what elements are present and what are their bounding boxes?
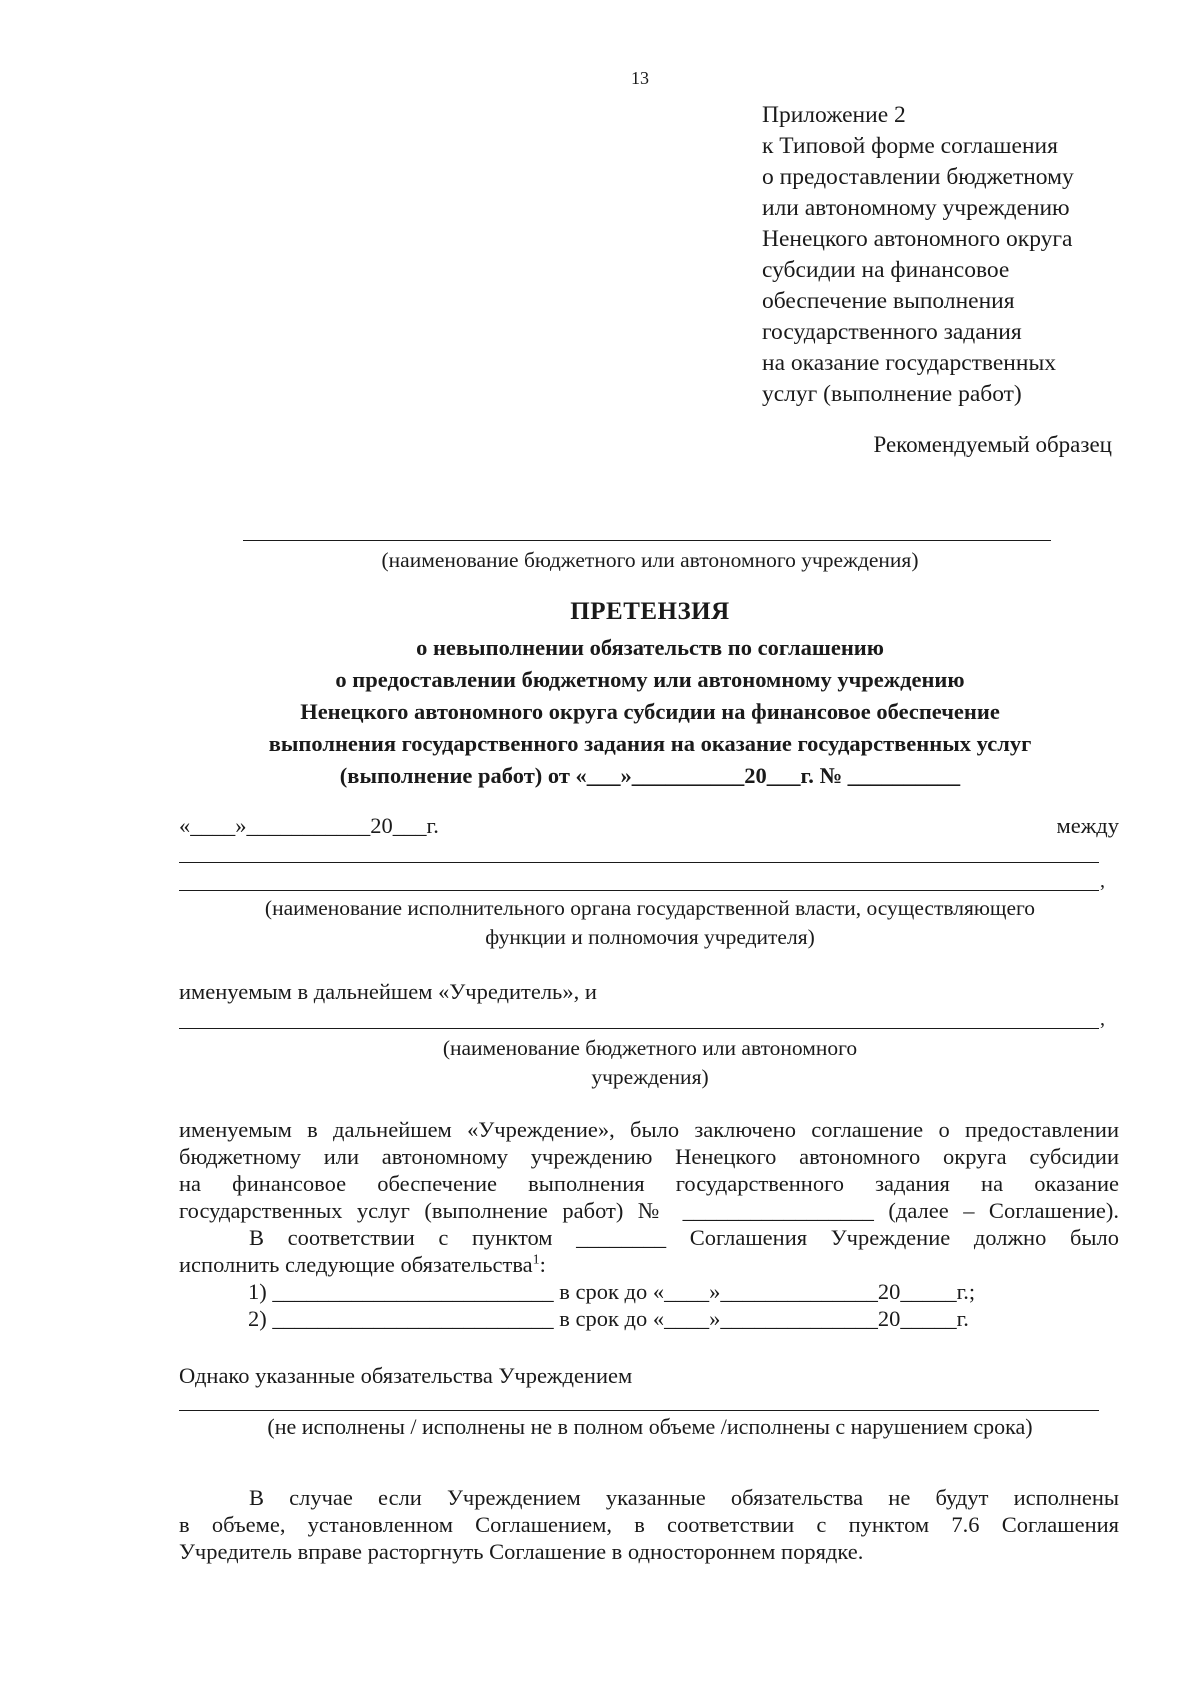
paragraph-line: на финансовое обеспечение выполнения государственного задания на оказание bbox=[179, 1171, 1119, 1196]
final-paragraph bbox=[179, 1484, 1119, 1565]
document-title: ПРЕТЕНЗИЯ bbox=[570, 598, 730, 625]
annex-line: услуг (выполнение работ) bbox=[762, 381, 1022, 407]
annex-line: обеспечение выполнения bbox=[762, 288, 1015, 314]
founder-name-blank-1 bbox=[179, 862, 1099, 863]
colon: : bbox=[539, 1252, 546, 1277]
recommended-sample-label: Рекомендуемый образец bbox=[873, 432, 1112, 457]
paragraph-line: В случае если Учреждением указанные обязательства не будут исполнены bbox=[249, 1485, 1119, 1510]
comma-mark: , bbox=[1100, 870, 1105, 892]
institution-name-blank bbox=[243, 540, 1051, 541]
subtitle-line: Ненецкого автономного округа субсидии на финансовое обеспечение bbox=[300, 699, 1000, 724]
obligation-blank: _________________________ bbox=[272, 1279, 554, 1304]
annex-line: о предоставлении бюджетному bbox=[762, 164, 1074, 190]
agreement-paragraph bbox=[179, 1116, 1119, 1278]
obligation-number: 2) bbox=[248, 1306, 267, 1331]
annex-header bbox=[762, 100, 1074, 410]
paragraph-line: Учредитель вправе расторгнуть Соглашение в одностороннем порядке. bbox=[179, 1539, 864, 1564]
obligation-blank: _________________________ bbox=[272, 1306, 554, 1331]
annex-line: субсидии на финансовое bbox=[762, 257, 1010, 283]
footnote-mark: 1 bbox=[532, 1252, 540, 1268]
date-line bbox=[179, 812, 1119, 839]
obligation-item bbox=[248, 1278, 1068, 1305]
paragraph-line: государственных услуг (выполнение работ) № _________________ (далее – Соглашение). bbox=[179, 1198, 1119, 1223]
paragraph-line: именуемым в дальнейшем «Учреждение», было заключено соглашение о предоставлении bbox=[179, 1117, 1119, 1142]
institution-caption-2 bbox=[150, 1034, 1150, 1092]
annex-line: Ненецкого автономного округа bbox=[762, 226, 1073, 252]
obligation-deadline: в срок до «____»______________20_____г.; bbox=[559, 1279, 976, 1304]
comma-mark: , bbox=[1100, 1008, 1105, 1030]
agreement-date: «____»___________20___г. bbox=[179, 813, 439, 838]
between-label: между bbox=[1056, 813, 1119, 838]
founder-name-blank-2 bbox=[179, 890, 1099, 891]
caption-line: (наименование исполнительного органа государственной власти, осуществляющего bbox=[264, 896, 1036, 920]
annex-line: или автономному учреждению bbox=[762, 195, 1070, 221]
founder-named-text: именуемым в дальнейшем «Учредитель», и bbox=[179, 979, 597, 1004]
obligation-number: 1) bbox=[248, 1279, 267, 1304]
status-caption: (не исполнены / исполнены не в полном объеме /исполнены с нарушением срока) bbox=[267, 1414, 1033, 1439]
paragraph-line: в объеме, установленном Соглашением, в соответствии с пунктом 7.6 Соглашения bbox=[179, 1512, 1119, 1537]
subtitle-line: выполнения государственного задания на оказание государственных услуг bbox=[268, 731, 1032, 756]
caption-line: функции и полномочия учредителя) bbox=[485, 925, 815, 949]
caption-line: учреждения) bbox=[591, 1065, 709, 1089]
subtitle-line: (выполнение работ) от «___»__________20___г. № __________ bbox=[339, 763, 961, 788]
subtitle-line: о предоставлении бюджетному или автономному учреждению bbox=[335, 667, 965, 692]
page-number: 13 bbox=[631, 68, 649, 88]
document-subtitle bbox=[150, 632, 1150, 792]
annex-line: Приложение 2 bbox=[762, 102, 906, 128]
annex-line: на оказание государственных bbox=[762, 350, 1056, 376]
annex-line: к Типовой форме соглашения bbox=[762, 133, 1058, 159]
annex-line: государственного задания bbox=[762, 319, 1022, 345]
institution-caption: (наименование бюджетного или автономного учреждения) bbox=[381, 548, 919, 572]
obligations-intro: исполнить следующие обязательства bbox=[179, 1252, 533, 1277]
paragraph-line: В соответствии с пунктом ________ Соглашения Учреждение должно было bbox=[249, 1225, 1119, 1250]
caption-line: (наименование бюджетного или автономного bbox=[442, 1036, 858, 1060]
paragraph-line bbox=[179, 1251, 1119, 1278]
obligation-deadline: в срок до «____»______________20_____г. bbox=[559, 1306, 969, 1331]
subtitle-line: о невыполнении обязательств по соглашению bbox=[416, 635, 884, 660]
paragraph-line: бюджетному или автономному учреждению Ненецкого автономного округа субсидии bbox=[179, 1144, 1119, 1169]
status-blank bbox=[179, 1410, 1099, 1411]
obligation-item bbox=[248, 1305, 1068, 1332]
institution-name-blank-2 bbox=[179, 1028, 1099, 1029]
founder-caption bbox=[150, 894, 1150, 952]
however-text: Однако указанные обязательства Учреждением bbox=[179, 1363, 633, 1388]
